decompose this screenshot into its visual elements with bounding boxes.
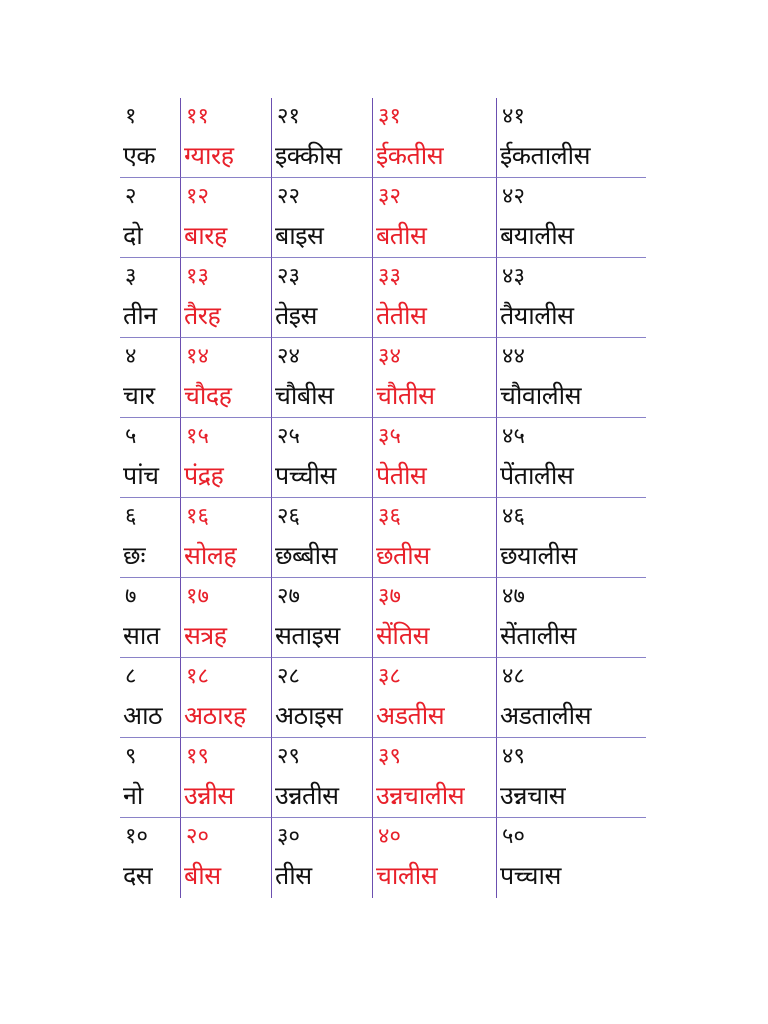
numeral: ९: [125, 744, 137, 769]
table-cell: [271, 818, 372, 898]
number-word: तीस: [275, 861, 312, 890]
table-cell: [271, 578, 372, 658]
number-word: अडतालीस: [500, 701, 592, 730]
table-cell: [180, 738, 271, 818]
number-word: तेइस: [275, 301, 317, 330]
table-cell: [180, 498, 271, 578]
numeral: ४५: [502, 424, 525, 449]
table-cell: [180, 418, 271, 498]
number-word: सत्रह: [184, 621, 227, 650]
table-cell: [120, 258, 180, 338]
table-cell: [372, 338, 496, 418]
numeral: ७: [125, 584, 137, 609]
table-cell: [496, 658, 646, 738]
table-cell: [496, 178, 646, 258]
table-cell: [120, 178, 180, 258]
number-word: सेंतालीस: [500, 621, 576, 650]
numeral: २०: [186, 824, 209, 849]
number-word: पेंतालीस: [500, 461, 574, 490]
table-cell: [496, 578, 646, 658]
number-word: छः: [123, 541, 146, 570]
number-word: चालीस: [376, 861, 438, 890]
number-word: सात: [123, 621, 160, 650]
numeral: १२: [186, 184, 209, 209]
table-cell: [271, 178, 372, 258]
number-word: दो: [123, 221, 143, 250]
number-table: [120, 98, 646, 904]
number-word: पच्चीस: [275, 461, 336, 490]
numeral: ३८: [378, 664, 401, 689]
table-cell: [271, 738, 372, 818]
numeral: ४९: [502, 744, 525, 769]
numeral: ३१: [378, 104, 401, 129]
table-cell: [271, 418, 372, 498]
numeral: २६: [277, 504, 300, 529]
table-cell: [120, 738, 180, 818]
numeral: ४: [125, 344, 137, 369]
table-cell: [372, 498, 496, 578]
numeral: ३५: [378, 424, 401, 449]
number-word: तीन: [123, 301, 157, 330]
numeral: १५: [186, 424, 209, 449]
number-word: दस: [123, 861, 153, 890]
number-word: छतीस: [376, 541, 430, 570]
table-cell: [271, 498, 372, 578]
table-cell: [180, 338, 271, 418]
number-word: छब्बीस: [275, 541, 337, 570]
numeral: ३: [125, 264, 137, 289]
number-word: चौदह: [184, 381, 232, 410]
number-word: इक्कीस: [275, 141, 342, 170]
table-cell: [372, 418, 496, 498]
table-cell: [496, 498, 646, 578]
table-cell: [496, 418, 646, 498]
table-cell: [496, 338, 646, 418]
number-word: बतीस: [376, 221, 427, 250]
numeral: ४७: [502, 584, 525, 609]
number-word: बयालीस: [500, 221, 574, 250]
numeral: ४८: [502, 664, 525, 689]
table-cell: [180, 578, 271, 658]
table-cell: [180, 818, 271, 898]
number-word: बीस: [184, 861, 221, 890]
table-cell: [496, 258, 646, 338]
table-cell: [496, 738, 646, 818]
numeral: २३: [277, 264, 300, 289]
numeral: ४६: [502, 504, 525, 529]
table-cell: [120, 658, 180, 738]
number-word: सताइस: [275, 621, 340, 650]
number-word: पांच: [123, 461, 159, 490]
numeral: ४२: [502, 184, 525, 209]
table-cell: [120, 98, 180, 178]
number-word: छयालीस: [500, 541, 577, 570]
number-word: पेतीस: [376, 461, 427, 490]
numeral: ११: [186, 104, 209, 129]
number-word: तैरह: [184, 301, 221, 330]
numeral: ४१: [502, 104, 525, 129]
number-word: पच्चास: [500, 861, 561, 890]
table-cell: [120, 418, 180, 498]
numeral: ३६: [378, 504, 401, 529]
table-cell: [372, 738, 496, 818]
number-word: ईकतीस: [376, 141, 444, 170]
table-cell: [180, 178, 271, 258]
number-word: उन्नीस: [184, 781, 234, 810]
table-cell: [120, 498, 180, 578]
numeral: २५: [277, 424, 300, 449]
table-cell: [496, 98, 646, 178]
table-cell: [180, 258, 271, 338]
numeral: ३४: [378, 344, 401, 369]
numeral: २२: [277, 184, 300, 209]
numeral: ३३: [378, 264, 401, 289]
table-cell: [120, 578, 180, 658]
number-word: नो: [123, 781, 143, 810]
table-cell: [496, 818, 646, 898]
number-word: पंद्रह: [184, 461, 224, 490]
number-word: चौबीस: [275, 381, 334, 410]
number-word: उन्नचास: [500, 781, 566, 810]
numeral: ४३: [502, 264, 525, 289]
number-word: चौवालीस: [500, 381, 582, 410]
numeral: २७: [277, 584, 300, 609]
table-cell: [180, 658, 271, 738]
table-cell: [271, 338, 372, 418]
number-word: बारह: [184, 221, 227, 250]
number-word: अडतीस: [376, 701, 445, 730]
numeral: ५०: [502, 824, 525, 849]
table-cell: [180, 98, 271, 178]
numeral: २९: [277, 744, 300, 769]
table-cell: [120, 818, 180, 898]
numeral: ४०: [378, 824, 401, 849]
table-cell: [372, 578, 496, 658]
table-cell: [372, 98, 496, 178]
numeral: ८: [125, 664, 137, 689]
numeral: ३०: [277, 824, 300, 849]
number-word: तेतीस: [376, 301, 427, 330]
numeral: १: [125, 104, 137, 129]
numeral: १६: [186, 504, 209, 529]
number-word: चौतीस: [376, 381, 435, 410]
numeral: २: [125, 184, 137, 209]
table-cell: [271, 258, 372, 338]
table-cell: [372, 258, 496, 338]
numeral: २४: [277, 344, 300, 369]
number-word: ईकतालीस: [500, 141, 591, 170]
numeral: १७: [186, 584, 209, 609]
table-cell: [120, 338, 180, 418]
number-word: तैयालीस: [500, 301, 574, 330]
numeral: २१: [277, 104, 300, 129]
numeral: ४४: [502, 344, 525, 369]
numeral: १९: [186, 744, 209, 769]
number-word: अठाइस: [275, 701, 343, 730]
numeral: १४: [186, 344, 209, 369]
number-word: एक: [123, 141, 156, 170]
numeral: ३९: [378, 744, 401, 769]
numeral: ५: [125, 424, 137, 449]
numeral: ३२: [378, 184, 401, 209]
number-word: अठारह: [184, 701, 246, 730]
number-word: उन्नतीस: [275, 781, 339, 810]
table-cell: [372, 178, 496, 258]
number-word: उन्नचालीस: [376, 781, 465, 810]
numeral: २८: [277, 664, 300, 689]
table-cell: [372, 818, 496, 898]
numeral: ६: [125, 504, 137, 529]
table-cell: [271, 98, 372, 178]
table-cell: [271, 658, 372, 738]
number-word: चार: [123, 381, 155, 410]
number-word: सेंतिस: [376, 621, 430, 650]
numeral: १८: [186, 664, 209, 689]
numeral: १०: [125, 824, 148, 849]
table-cell: [372, 658, 496, 738]
number-word: आठ: [123, 701, 163, 730]
numeral: ३७: [378, 584, 401, 609]
numeral: १३: [186, 264, 209, 289]
number-word: बाइस: [275, 221, 324, 250]
number-word: सोलह: [184, 541, 237, 570]
number-word: ग्यारह: [184, 141, 234, 170]
